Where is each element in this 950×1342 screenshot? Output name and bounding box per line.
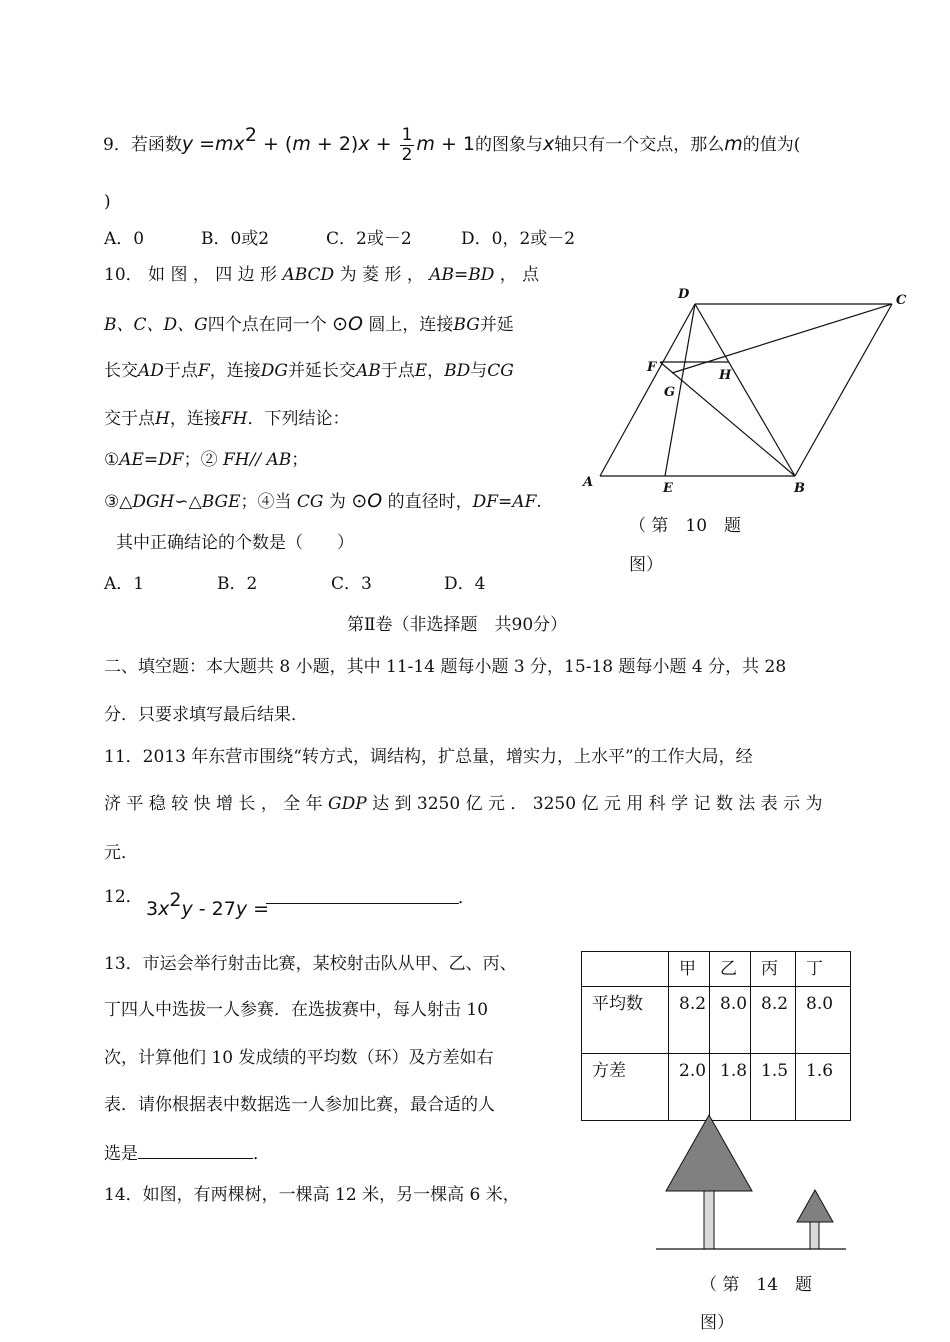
q9-close-paren: ) <box>104 192 111 212</box>
q10-question: 其中正确结论的个数是（ ） <box>116 533 354 553</box>
section-intro-2: 分．只要求填写最后结果． <box>104 705 308 725</box>
table-header-cell <box>582 952 669 987</box>
section-title: 第Ⅱ卷（非选择题 共90分） <box>347 615 568 635</box>
q9-option-d: D．0，2或－2 <box>461 229 576 249</box>
q13-stats-table <box>581 951 851 1121</box>
segment-bd <box>695 304 795 476</box>
q13-line-3: 次，计算他们 10 发成绩的平均数（环）及方差如右 <box>104 1048 494 1068</box>
q14-caption-1: （ 第 14 题 <box>700 1275 813 1295</box>
label-g: G <box>664 385 676 400</box>
q13-answer-blank[interactable] <box>138 1142 253 1159</box>
table-header-cell: 丁 <box>796 952 851 987</box>
q10-line-2: B、C、D、G四个点在同一个 ⊙O 圆上，连接BG并延 <box>104 313 514 335</box>
q10-option-a: A．1 <box>104 574 145 594</box>
q14-line-1: 14．如图，有两棵树，一棵高 12 米，另一棵高 6 米， <box>104 1185 520 1205</box>
table-cell: 1.6 <box>796 1054 851 1121</box>
q12-answer-blank[interactable] <box>266 903 459 904</box>
section-intro-1: 二、填空题：本大题共 8 小题，其中 11-14 题每小题 3 分，15-18 题每小题 4 分，共 28 <box>104 657 787 677</box>
q9-option-c: C．2或－2 <box>326 229 412 249</box>
q9-fraction: $\frac{1}{2}$ <box>401 125 413 165</box>
q14-caption-2: 图） <box>700 1313 734 1333</box>
q10-caption-2: 图） <box>629 555 663 575</box>
label-d: D <box>678 287 690 302</box>
table-cell: 8.0 <box>796 987 851 1054</box>
q10-option-b: B．2 <box>217 574 258 594</box>
q10-line-3: 长交AD于点F，连接DG并延长交AB于点E，BD与CG <box>104 361 514 381</box>
label-a: A <box>583 475 594 490</box>
segment-da <box>600 304 695 476</box>
table-row <box>582 1054 851 1121</box>
table-cell: 2.0 <box>669 1054 710 1121</box>
table-cell: 8.2 <box>669 987 710 1054</box>
q11-line-3: 元． <box>104 843 138 863</box>
table-cell: 8.0 <box>710 987 751 1054</box>
table-cell: 1.8 <box>710 1054 751 1121</box>
tall-tree-trunk <box>704 1191 714 1249</box>
q10-line-1: 10． 如 图 ， 四 边 形 ABCD 为 菱 形 ， AB=BD ， 点 <box>104 265 540 285</box>
label-c: C <box>896 293 907 308</box>
q10-caption-1: （ 第 10 题 <box>629 516 742 536</box>
q13-line-4: 表．请你根据表中数据选一人参加比赛，最合适的人 <box>104 1095 495 1115</box>
short-tree-crown <box>797 1190 833 1222</box>
q10-option-d: D．4 <box>444 574 486 594</box>
q13-line-5: 选是 ． <box>104 1144 270 1164</box>
table-row <box>582 987 851 1054</box>
q14-trees-figure <box>650 1112 850 1254</box>
label-f: F <box>647 360 657 375</box>
short-tree-trunk <box>810 1222 819 1249</box>
table-cell: 8.2 <box>751 987 796 1054</box>
table-header-row <box>582 952 851 987</box>
q9-line: 9．若函数$y =mx^2 + (m + 2)x$ + $\frac{1}{2}$ m + 1的图象与x轴只有一个交点，那么m的值为( <box>103 124 801 165</box>
q9-option-b: B．0或2 <box>201 229 270 249</box>
table-header-cell: 甲 <box>669 952 710 987</box>
q13-line-1: 13．市运会举行射击比赛，某校射击队从甲、乙、丙、 <box>104 954 517 974</box>
q10-conclusions-1: ①AE=DF；② FH// AB； <box>104 450 309 470</box>
table-row-label: 方差 <box>582 1054 669 1121</box>
q12-number: 12． <box>104 887 143 907</box>
q10-rhombus-figure <box>575 282 915 497</box>
q11-line-2: 济 平 稳 较 快 增 长 ， 全 年 GDP 达 到 3250 亿 元 ． 3250 亿 元 用 科 学 记 数 法 表 示 为 <box>104 794 823 814</box>
table-header-cell: 丙 <box>751 952 796 987</box>
q11-line-1: 11．2013 年东营市围绕“转方式，调结构，扩总量，增实力，上水平”的工作大局，经 <box>104 747 753 767</box>
q13-line-2: 丁四人中选拔一人参赛．在选拔赛中，每人射击 10 <box>104 1000 489 1020</box>
q10-option-c: C．3 <box>331 574 372 594</box>
label-b: B <box>794 481 805 496</box>
q12-expression: $3x^2y - 27y$ = <box>146 889 270 920</box>
q9-option-a: A．0 <box>104 229 145 249</box>
table-cell: 1.5 <box>751 1054 796 1121</box>
q12-period: ． <box>458 888 475 908</box>
label-h: H <box>719 368 732 383</box>
table-header-cell: 乙 <box>710 952 751 987</box>
label-e: E <box>663 481 673 496</box>
q10-line-4: 交于点H，连接FH．下列结论： <box>104 409 350 429</box>
tall-tree-crown <box>666 1115 752 1191</box>
table-row-label: 平均数 <box>582 987 669 1054</box>
q10-conclusions-2: ③△DGH∽△BGE；④当 CG 为 ⊙O 的直径时，DF=AF. <box>104 490 542 512</box>
